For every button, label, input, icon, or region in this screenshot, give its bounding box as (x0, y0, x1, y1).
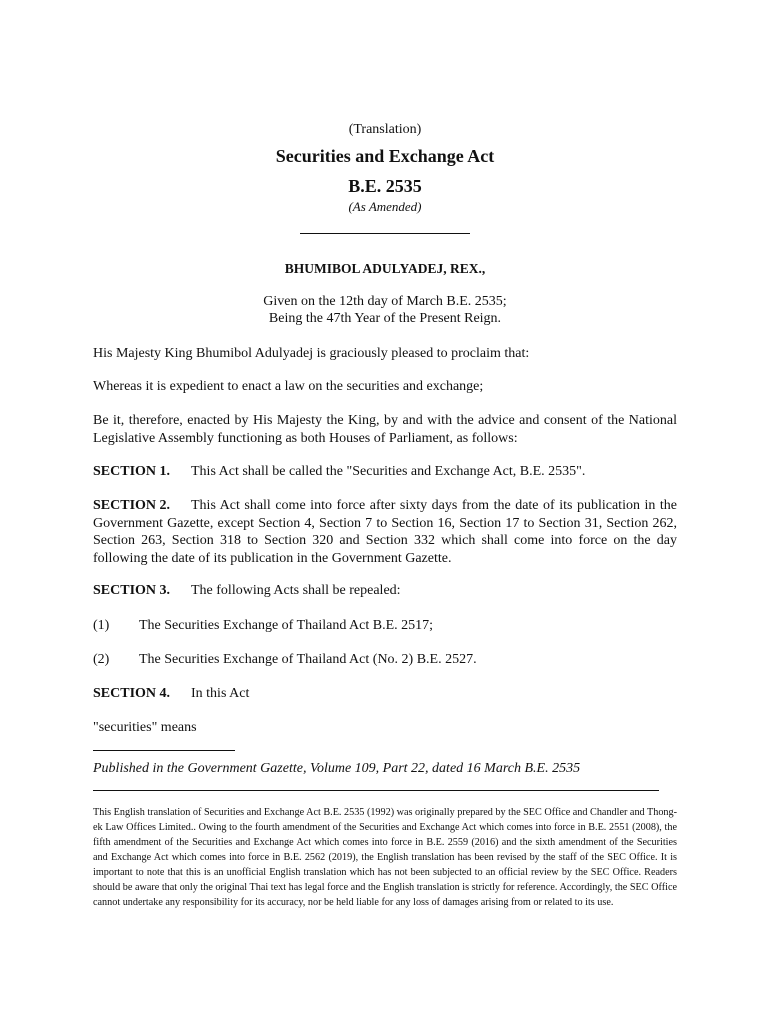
item-text: The Securities Exchange of Thailand Act (No. 2) B.E. 2527. (139, 652, 477, 667)
king-name: BHUMIBOL ADULYADEJ, REX., (284, 261, 486, 276)
section-heading: SECTION 4. (93, 686, 171, 701)
section-1 (93, 463, 677, 481)
footnote-divider (93, 750, 235, 751)
section-text: The following Acts shall be repealed: (191, 583, 401, 598)
section-text: In this Act (191, 686, 250, 701)
footer-divider (93, 790, 659, 791)
translation-disclaimer: This English translation of Securities and Exchange Act B.E. 2535 (1992) was originally prepared by the SEC Office and Chandler and Thong-ek Law Offices Limited.. Owing to the fourth amendment of the Securities and Exchange Act which comes into force in B.E. 2551 (2008), the fifth amendment of the Securities and Exchange Act which comes into force in B.E. 2559 (2016) and the sixth amendment of the Securities and Exchange Act which comes into force in B.E. 2562 (2019), the English translation has been revised by the staff of the SEC Office. It is important to note that this is an unofficial English translation which has not been subjected to an official review by the SEC Office. Readers should be aware that only the original Thai text has legal force and the English translation is strictly for reference. Accordingly, the SEC Office cannot undertake any responsibility for its accuracy, nor be held liable for any loss of damages arising from or related to its use. (93, 807, 677, 908)
document-title: Securities and Exchange Act (275, 146, 495, 166)
document-year: B.E. 2535 (348, 176, 422, 196)
section-4 (93, 685, 677, 703)
section-2 (93, 497, 677, 567)
whereas-paragraph: Whereas it is expedient to enact a law on the securities and exchange; (93, 379, 484, 394)
section-text: This Act shall come into force after sixty days from the date of its publication in the Government Gazette, except Section 4, Section 7 to Section 16, Section 17 to Section 31, Section 262, Section 263, Section 318 to Section 320 and Section 332 which shall come into force on the day following the date of its publication in the Government Gazette. (93, 498, 677, 566)
section-3 (93, 582, 677, 600)
given-date (93, 293, 677, 327)
securities-definition: "securities" means (93, 720, 197, 735)
repealed-item-1 (93, 617, 677, 635)
item-text: The Securities Exchange of Thailand Act B.E. 2517; (139, 618, 434, 633)
title-divider (300, 233, 470, 234)
section-heading: SECTION 1. (93, 464, 171, 479)
given-line-2: Being the 47th Year of the Present Reign. (268, 311, 502, 326)
publication-note: Published in the Government Gazette, Volume 109, Part 22, dated 16 March B.E. 2535 (93, 761, 581, 776)
repealed-item-2 (93, 651, 677, 669)
section-heading: SECTION 2. (93, 498, 171, 513)
amended-note: (As Amended) (348, 199, 422, 214)
item-number: (1) (93, 618, 110, 633)
proclaim-paragraph: His Majesty King Bhumibol Adulyadej is graciously pleased to proclaim that: (93, 346, 530, 361)
section-text: This Act shall be called the "Securities and Exchange Act, B.E. 2535". (191, 464, 586, 479)
section-heading: SECTION 3. (93, 583, 171, 598)
item-number: (2) (93, 652, 110, 667)
enacted-paragraph: Be it, therefore, enacted by His Majesty the King, by and with the advice and consent of the National Legislative Assembly functioning as both Houses of Parliament, as follows: (93, 413, 677, 446)
given-line-1: Given on the 12th day of March B.E. 2535; (263, 294, 507, 309)
translation-note: (Translation) (348, 122, 422, 137)
